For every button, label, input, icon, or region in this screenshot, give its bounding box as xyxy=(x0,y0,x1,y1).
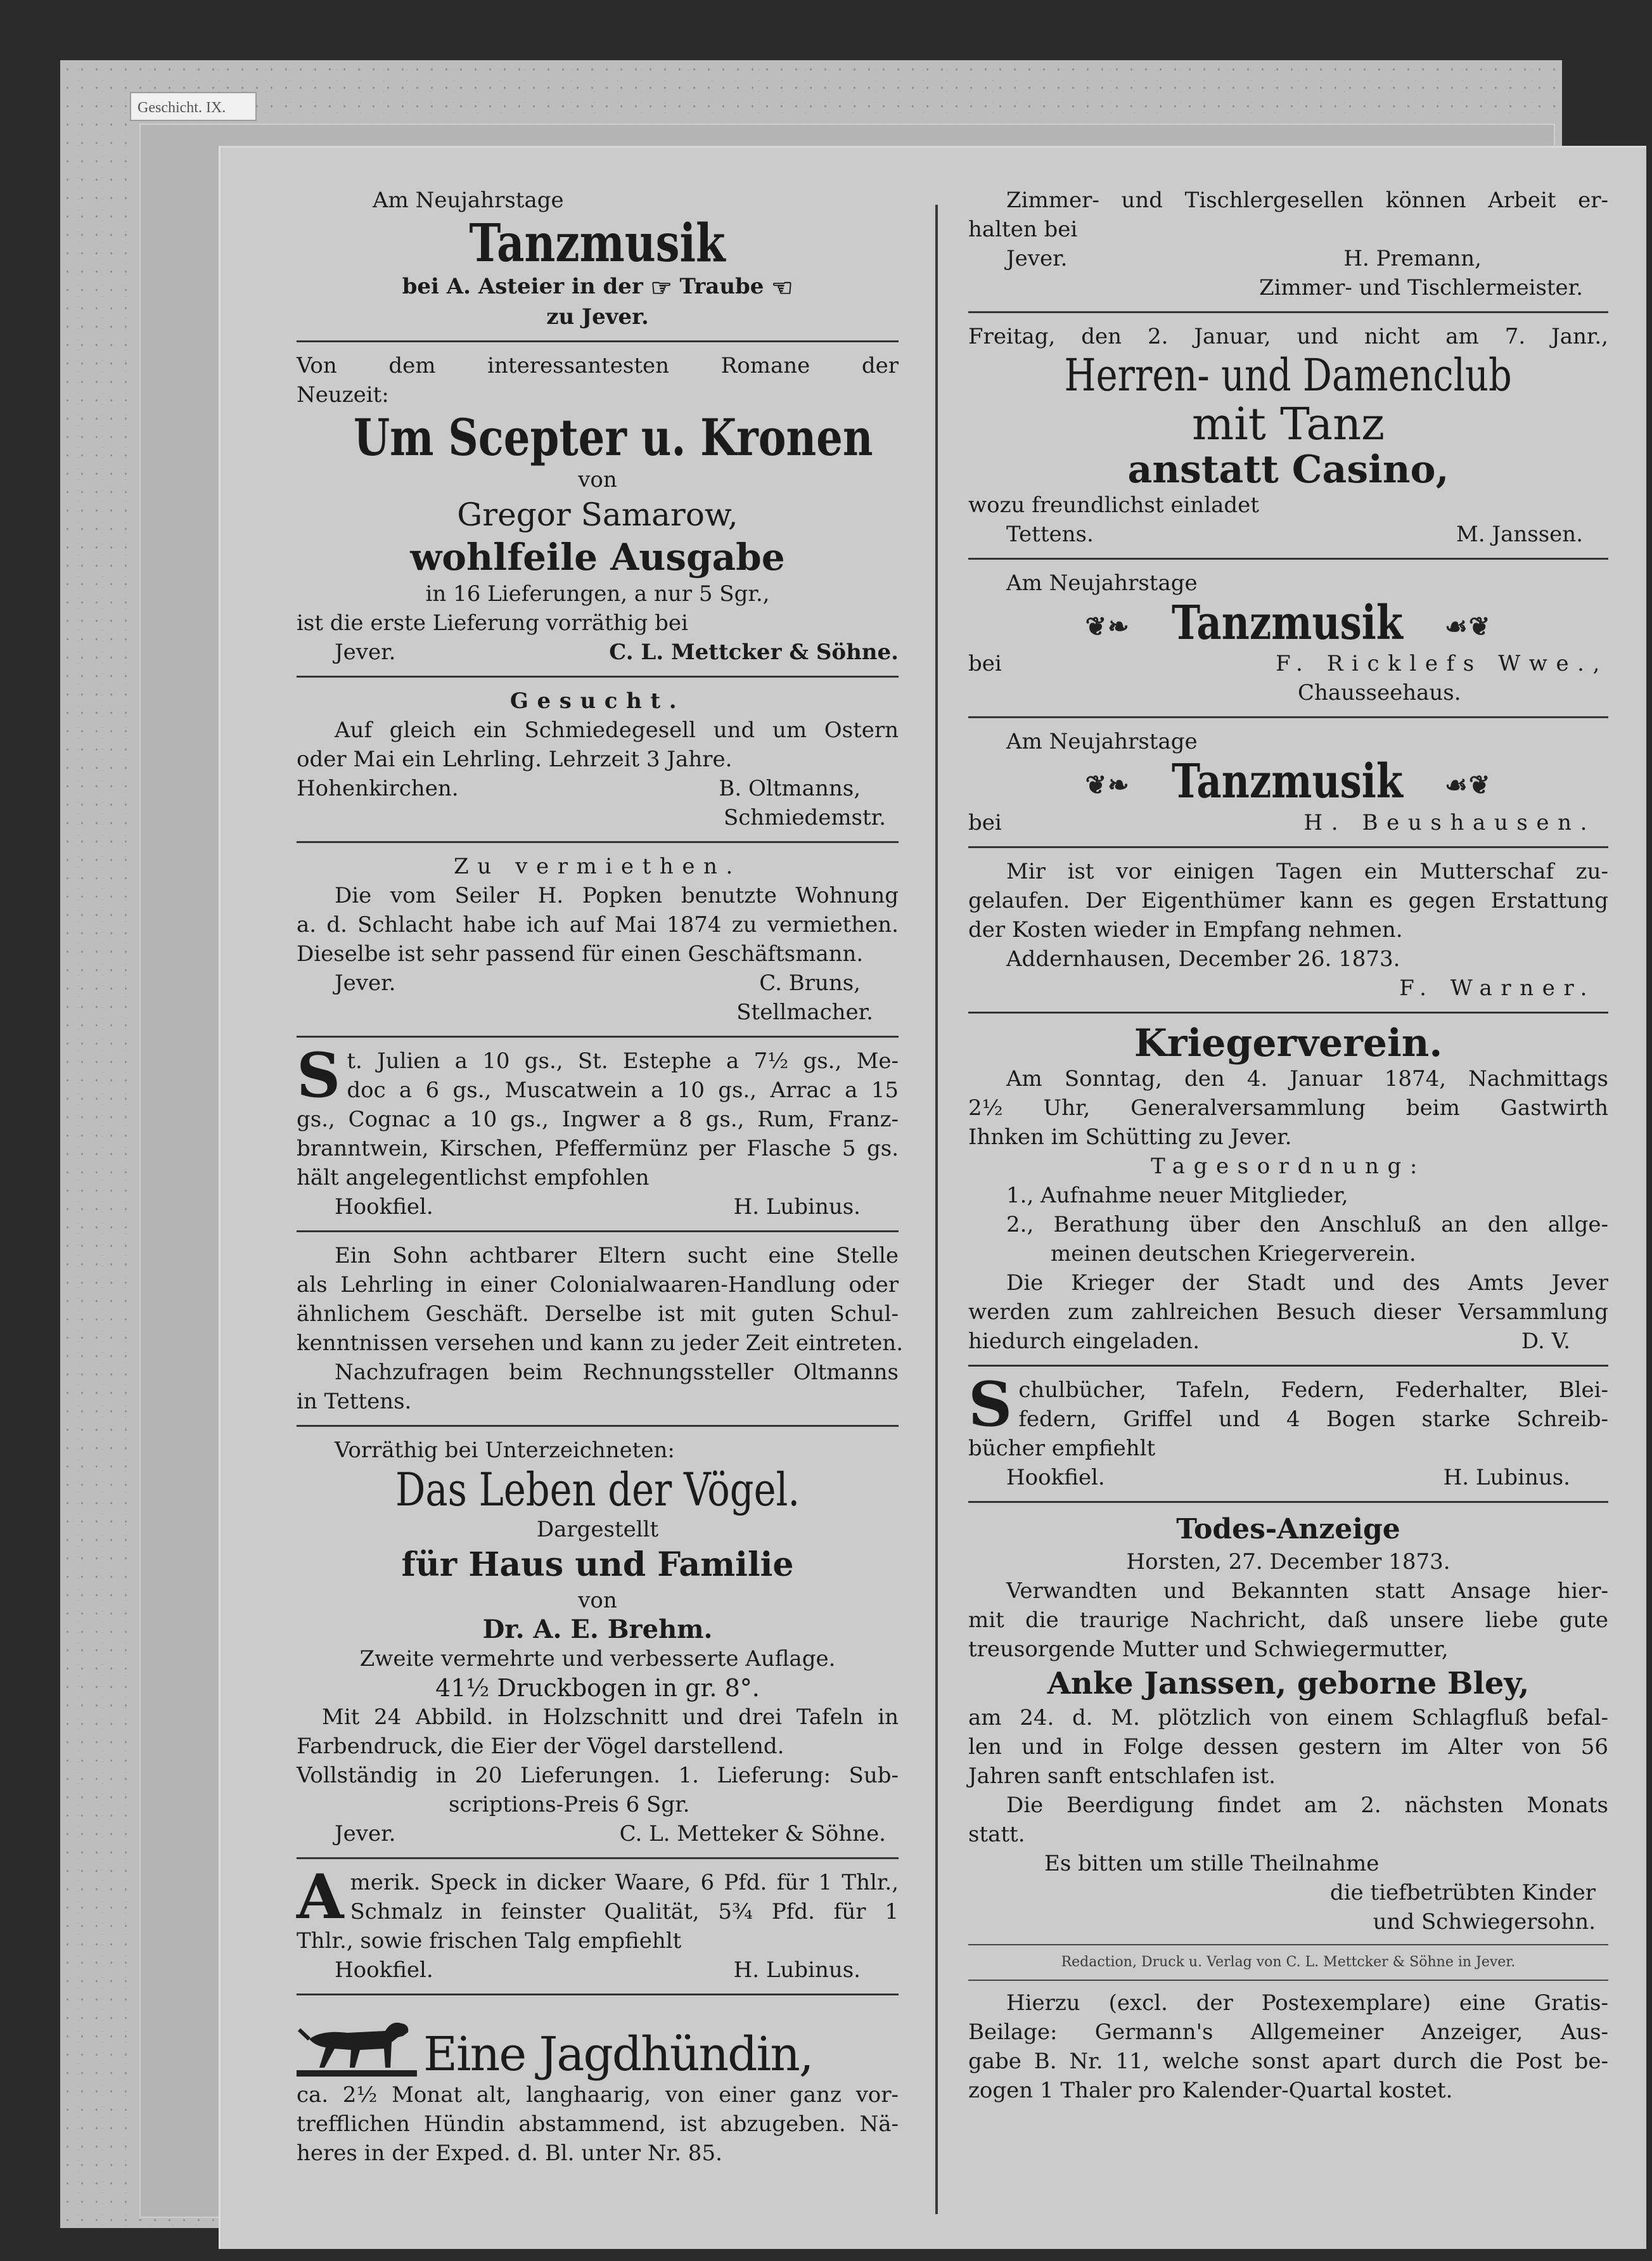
ad-line: Ein Sohn achtbarer Eltern sucht eine Stelle xyxy=(335,1243,899,1269)
ad-line: Nachzufragen beim Rechnungssteller Oltmanns xyxy=(335,1360,899,1386)
ad-todes-anzeige xyxy=(968,1512,1608,1936)
ad-line: Die Krieger der Stadt und des Amts Jever xyxy=(1006,1270,1608,1296)
pointing-hand-icon: ☜ xyxy=(771,273,793,302)
ad-line: branntwein, Kirschen, Pfeffermünz per Flasche 5 gs. xyxy=(297,1136,899,1162)
ad-line: der Kosten wieder in Empfang nehmen. xyxy=(968,917,1403,943)
ad-line: Beilage: Germann's Allgemeiner Anzeiger, Aus- xyxy=(968,2019,1608,2045)
ad-line: statt. xyxy=(968,1821,1025,1847)
right-column xyxy=(968,186,1608,2105)
ad-line: gelaufen. Der Eigenthümer kann es gegen Erstattung xyxy=(968,887,1608,913)
divider-rule xyxy=(968,311,1608,313)
ad-herren-damenclub xyxy=(968,322,1608,549)
ad-line: Farbendruck, die Eier der Vögel darstellend. xyxy=(297,1734,784,1760)
ad-tanzmusik-beushausen xyxy=(968,727,1608,837)
ad-line: a. d. Schlacht habe ich auf Mai 1874 zu vermiethen. xyxy=(297,912,899,938)
divider-rule xyxy=(297,340,899,342)
ad-signature: Tettens. M. Janssen. xyxy=(1006,522,1583,547)
divider-rule xyxy=(297,841,899,843)
ad-line: zu Jever. xyxy=(546,304,649,330)
ad-gesucht xyxy=(297,686,899,832)
divider-rule xyxy=(968,1980,1608,1981)
ad-agenda-item: meinen deutschen Kriegerverein. xyxy=(1051,1240,1416,1266)
pointing-hand-icon: ☞ xyxy=(650,273,672,302)
ad-title-row: ❦❧ Tanzmusik ☙❦ xyxy=(1085,754,1492,809)
ad-line: Jahren sanft entschlafen ist. xyxy=(968,1763,1276,1789)
ad-line: Dargestellt xyxy=(536,1517,659,1543)
ad-line: chulbücher, Tafeln, Federn, Federhalter, Blei- xyxy=(1018,1377,1608,1403)
ad-line: doc a 6 gs., Muscatwein a 10 gs., Arrac a 15 xyxy=(347,1078,899,1104)
ad-author: Dr. A. E. Brehm. xyxy=(482,1614,713,1645)
ad-line: Freitag, den 2. Januar, und nicht am 7. Janr., xyxy=(968,324,1608,349)
divider-rule xyxy=(968,1365,1608,1367)
ad-agenda-item: 2., Berathung über den Anschluß an den allge- xyxy=(1006,1211,1608,1237)
ad-signature: Hohenkirchen. B. Oltmanns, xyxy=(297,776,861,802)
ad-line: treusorgende Mutter und Schwiegermutter, xyxy=(968,1636,1449,1662)
divider-rule xyxy=(297,676,899,678)
divider-rule xyxy=(968,846,1608,848)
ornament-icon: ❦❧ xyxy=(1085,770,1130,800)
dog-icon xyxy=(297,2004,417,2080)
ad-line: ist die erste Lieferung vorräthig bei xyxy=(297,610,688,636)
ad-edition: wohlfeile Ausgabe xyxy=(410,536,785,579)
ad-line: kenntnissen versehen und kann zu jeder Zeit eintreten. xyxy=(297,1330,904,1356)
ad-schulbuecher-lubinus xyxy=(968,1368,1608,1492)
ad-line: in 16 Lieferungen, a nur 5 Sgr., xyxy=(425,581,770,607)
ad-line: Zimmer- und Tischlermeister. xyxy=(1259,275,1583,300)
ad-line: als Lehrling in einer Colonialwaaren-Handlung oder xyxy=(297,1272,899,1298)
ad-title: Eine Jagdhündin, xyxy=(423,2026,813,2082)
drop-cap: S xyxy=(297,1040,341,1112)
ad-line: zogen 1 Thaler pro Kalender-Quartal kostet. xyxy=(968,2077,1453,2103)
ad-line: oder Mai ein Lehrling. Lehrzeit 3 Jahre. xyxy=(297,747,733,773)
ad-line: Thlr., sowie frischen Talg empfiehlt xyxy=(297,1928,682,1954)
ad-line: 41½ Druckbogen in gr. 8°. xyxy=(435,1674,760,1703)
ad-kriegerverein xyxy=(968,1022,1608,1356)
ad-line: Vorräthig bei Unterzeichneten: xyxy=(335,1438,675,1464)
ad-line: ca. 2½ Monat alt, langhaarig, von einer ganz vor- xyxy=(297,2082,899,2108)
ad-author: Gregor Samarow, xyxy=(457,496,738,534)
divider-rule xyxy=(297,1857,899,1859)
ad-line: bei A. Asteier in der ☞ Traube ☜ xyxy=(402,273,793,302)
ad-line: Von dem interessantesten Romane der xyxy=(297,353,899,379)
ad-jagdhuendin xyxy=(297,2004,899,2168)
ad-line: Die Beerdigung findet am 2. nächsten Monats xyxy=(1006,1792,1608,1818)
ad-title: Todes-Anzeige xyxy=(1176,1512,1400,1545)
ad-line: werden zum zahlreichen Besuch dieser Versammlung xyxy=(968,1299,1608,1325)
ad-leben-der-voegel xyxy=(297,1436,899,1848)
ad-title: Um Scepter u. Kronen xyxy=(353,408,873,468)
ad-deceased-name: Anke Janssen, geborne Bley, xyxy=(1047,1665,1530,1701)
ad-line: Zimmer- und Tischlergesellen können Arbeit er- xyxy=(1006,188,1608,213)
ad-signature: bei H. Beushausen. xyxy=(968,809,1596,835)
ad-line: Mit 24 Abbild. in Holzschnitt und drei Tafeln in xyxy=(322,1704,899,1730)
ad-beilage xyxy=(968,1988,1608,2105)
ad-intro: Am Neujahrstage xyxy=(373,188,564,213)
ad-line: Es bitten um stille Theilnahme xyxy=(1044,1850,1380,1876)
drop-cap: A xyxy=(297,1861,344,1933)
ad-mutterschaf xyxy=(968,857,1608,1003)
ad-line: heres in der Exped. d. Bl. unter Nr. 85. xyxy=(297,2141,722,2167)
ad-signature: Hookfiel. H. Lubinus. xyxy=(335,1194,861,1220)
divider-rule xyxy=(297,1230,899,1232)
divider-rule xyxy=(968,1944,1608,1945)
ad-signature: Jever. H. Premann, xyxy=(1006,246,1482,271)
ad-zimmergesellen xyxy=(968,186,1608,302)
ad-line: Am Sonntag, den 4. Januar 1874, Nachmittags xyxy=(1006,1066,1608,1092)
left-column xyxy=(297,186,904,2168)
ornament-icon: ☙❦ xyxy=(1445,770,1492,800)
ad-line: trefflichen Hündin abstammend, ist abzugeben. Nä- xyxy=(297,2111,899,2137)
ad-agenda-title: Tagesordnung: xyxy=(1151,1153,1426,1179)
ad-agenda-item: 1., Aufnahme neuer Mitglieder, xyxy=(1006,1182,1348,1208)
ad-tanzmusik-asteier xyxy=(297,186,899,332)
ornament-icon: ❦❧ xyxy=(1085,611,1130,641)
ad-line: von xyxy=(578,1588,617,1614)
ad-zu-vermiethen xyxy=(297,852,899,1027)
ad-tanzmusik-ricklefs xyxy=(968,569,1608,707)
ad-line: Schmiedemstr. xyxy=(723,805,886,831)
ad-signature: Jever. C. L. Mettcker & Söhne. xyxy=(335,640,899,666)
ad-line: wozu freundlichst einladet xyxy=(968,493,1259,518)
ad-line: Neuzeit: xyxy=(297,382,389,408)
ad-intro: Am Neujahrstage xyxy=(1006,570,1198,596)
ad-title: Das Leben der Vögel. xyxy=(395,1463,800,1517)
divider-rule xyxy=(968,1501,1608,1503)
ad-line: Addernhausen, December 26. 1873. xyxy=(1006,946,1400,972)
ad-line: Horsten, 27. December 1873. xyxy=(1126,1549,1450,1575)
ad-line: und Schwiegersohn. xyxy=(1373,1909,1596,1935)
ad-line: Dieselbe ist sehr passend für einen Geschäftsmann. xyxy=(297,941,864,967)
ad-title: Zu vermiethen. xyxy=(454,854,741,880)
ad-line: gabe B. Nr. 11, welche sonst apart durch die Post be- xyxy=(968,2048,1608,2074)
ad-lehrling xyxy=(297,1241,904,1416)
ad-title-row xyxy=(297,2004,899,2080)
ad-line: ähnlichem Geschäft. Derselbe ist mit guten Schul- xyxy=(297,1301,899,1327)
ad-line: in Tettens. xyxy=(297,1389,412,1415)
ad-line: Stellmacher. xyxy=(736,1000,873,1026)
ad-line: hält angelegentlichst empfohlen xyxy=(297,1165,650,1191)
ad-signature: F. Warner. xyxy=(1399,975,1596,1001)
ad-intro: Am Neujahrstage xyxy=(1006,729,1198,755)
ad-title: Herren- und Damenclub xyxy=(1064,349,1513,401)
ad-line: federn, Griffel und 4 Bogen starke Schreib- xyxy=(1018,1406,1608,1432)
ad-line: Chausseehaus. xyxy=(1298,680,1461,706)
newspaper-page xyxy=(219,146,1646,2249)
ad-line: Vollständig in 20 Lieferungen. 1. Lieferung: Sub- xyxy=(297,1763,899,1789)
ornament-icon: ☙❦ xyxy=(1445,611,1492,641)
divider-rule xyxy=(297,1036,899,1038)
ad-title-row: ❦❧ Tanzmusik ☙❦ xyxy=(1085,596,1492,650)
ad-line: halten bei xyxy=(968,217,1078,242)
ad-line: Hierzu (excl. der Postexemplare) eine Gratis- xyxy=(1006,1990,1608,2016)
ad-signature: bei F. Ricklefs Wwe., xyxy=(968,651,1608,677)
imprint-line: Redaction, Druck u. Verlag von C. L. Mettcker & Söhne in Jever. xyxy=(1061,1954,1516,1970)
column-divider xyxy=(935,205,938,2214)
ad-signature: Jever. C. L. Metteker & Söhne. xyxy=(335,1821,886,1847)
divider-rule xyxy=(968,716,1608,718)
imprint xyxy=(968,1953,1608,1972)
ad-signature: Jever. C. Bruns, xyxy=(335,970,861,996)
ad-scepter-kronen xyxy=(297,351,899,667)
ad-title: Kriegerverein. xyxy=(1134,1021,1443,1066)
drop-cap: S xyxy=(968,1368,1013,1440)
ad-title: Gesucht. xyxy=(509,688,686,714)
divider-rule xyxy=(297,1425,899,1427)
ad-subtitle: für Haus und Familie xyxy=(401,1545,794,1585)
ad-weine-lubinus xyxy=(297,1040,899,1221)
ad-line: t. Julien a 10 gs., St. Estephe a 7½ gs., Me- xyxy=(347,1048,899,1074)
ad-line: von xyxy=(578,467,617,493)
ad-title: anstatt Casino, xyxy=(1127,448,1449,492)
ad-signature: Hookfiel. H. Lubinus. xyxy=(335,1957,861,1983)
ad-line: merik. Speck in dicker Waare, 6 Pfd. für 1 Thlr., xyxy=(350,1870,899,1896)
ad-title: Tanzmusik xyxy=(469,213,726,274)
ad-speck-lubinus xyxy=(297,1861,899,1985)
ad-signature: Hookfiel. H. Lubinus. xyxy=(1006,1464,1570,1490)
ad-line: 2½ Uhr, Generalversammlung beim Gastwirth xyxy=(968,1095,1608,1121)
ad-line: Auf gleich ein Schmiedegesell und um Ostern xyxy=(335,718,899,744)
ad-title: mit Tanz xyxy=(1191,398,1385,450)
ad-line: len und in Folge dessen gestern im Alter von 56 xyxy=(968,1734,1608,1760)
ad-line: bücher empfiehlt xyxy=(968,1435,1156,1461)
archive-label: Geschicht. IX. xyxy=(130,92,257,121)
ad-signature: hiedurch eingeladen. D. V. xyxy=(968,1328,1570,1354)
ad-line: Ihnken im Schütting zu Jever. xyxy=(968,1124,1292,1150)
ad-line: Schmalz in feinster Qualität, 5¾ Pfd. für 1 xyxy=(350,1899,899,1925)
ad-line: die tiefbetrübten Kinder xyxy=(1329,1879,1596,1905)
divider-rule xyxy=(968,558,1608,560)
ad-line: Mir ist vor einigen Tagen ein Mutterschaf zu- xyxy=(1006,858,1608,884)
ad-line: gs., Cognac a 10 gs., Ingwer a 8 gs., Rum, Franz- xyxy=(297,1107,899,1133)
ad-line: mit die traurige Nachricht, daß unsere liebe gute xyxy=(968,1607,1608,1633)
ad-line: scriptions-Preis 6 Sgr. xyxy=(449,1792,690,1818)
divider-rule xyxy=(297,1994,899,1995)
divider-rule xyxy=(968,1012,1608,1014)
ad-line: am 24. d. M. plötzlich von einem Schlagfluß befal- xyxy=(968,1704,1608,1730)
ad-line: Die vom Seiler H. Popken benutzte Wohnung xyxy=(335,883,899,909)
ad-line: Zweite vermehrte und verbesserte Auflage. xyxy=(359,1646,836,1672)
ad-line: Verwandten und Bekannten statt Ansage hier- xyxy=(1006,1578,1608,1604)
